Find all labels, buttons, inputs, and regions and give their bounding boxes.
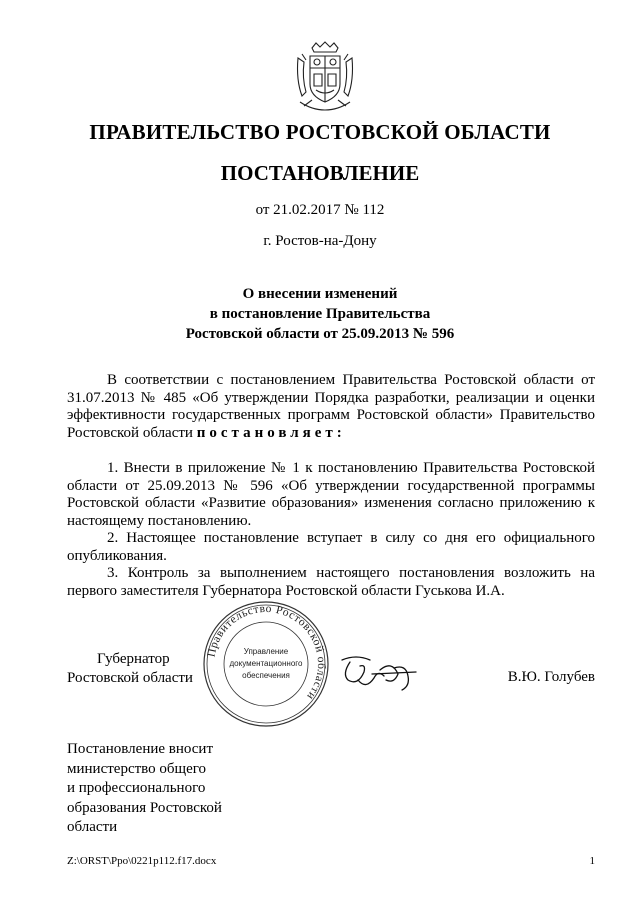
coat-of-arms-emblem	[292, 40, 358, 114]
footer-file-path: Z:\ORST\Ppo\0221p112.f17.docx	[67, 855, 217, 867]
organization-title: ПРАВИТЕЛЬСТВО РОСТОВСКОЙ ОБЛАСТИ	[89, 120, 551, 144]
page-number: 1	[589, 855, 595, 867]
stamp-inner-line: документационного	[229, 659, 303, 668]
document-city: г. Ростов-на-Дону	[263, 233, 377, 249]
stamp-inner-line: обеспечения	[242, 671, 290, 680]
document-type-title: ПОСТАНОВЛЕНИЕ	[220, 161, 420, 185]
subject-line: О внесении изменений	[242, 286, 398, 302]
resolves-verb: постановляет:	[196, 424, 346, 441]
resolution-items	[67, 460, 595, 600]
note-line: министерство общего	[67, 760, 207, 777]
note-line: Постановление вносит	[67, 741, 214, 757]
signatory-title-line: Губернатор	[97, 651, 170, 667]
signer-name: В.Ю. Голубев	[507, 669, 595, 685]
resolution-item-2: 2. Настоящее постановление вступает в силу со дня его официального опубликования.	[67, 530, 595, 564]
handwritten-signature	[336, 650, 436, 698]
signatory-title	[67, 650, 193, 688]
subject-line: Ростовской области от 25.09.2013 № 596	[185, 326, 455, 342]
subject-line: в постановление Правительства	[209, 306, 431, 322]
stamp-inner-line: Управление	[243, 647, 289, 656]
note-line: образования Ростовской	[67, 799, 222, 816]
preamble-paragraph	[67, 372, 595, 442]
preamble-text: В соответствии с постановлением Правительства Ростовской области от 31.07.2013 № 485 «Об утверждении Порядка разработки, реализации и оценки эффективности государственных программ Ростовской области» Правительство Ростовской области	[67, 372, 595, 441]
submitted-by-note	[67, 740, 222, 838]
stamp-outer-text: Правительство Ростовской области	[205, 602, 328, 703]
document-date-number: от 21.02.2017 № 112	[255, 202, 385, 218]
resolution-item-3: 3. Контроль за выполнением настоящего постановления возложить на первого заместителя Губернатора Ростовской области Гуськова И.А.	[67, 565, 595, 599]
resolution-item-1: 1. Внести в приложение № 1 к постановлению Правительства Ростовской области от 25.09.2013 № 596 «Об утверждении государственной программы Ростовской области «Развитие образования» изменения согласно приложению к настоящему постановлению.	[67, 460, 595, 529]
note-line: и профессионального	[67, 780, 206, 796]
signatory-title-line: Ростовской области	[67, 670, 193, 686]
official-stamp	[202, 600, 330, 728]
document-subject	[0, 284, 640, 344]
note-line: области	[67, 819, 118, 835]
